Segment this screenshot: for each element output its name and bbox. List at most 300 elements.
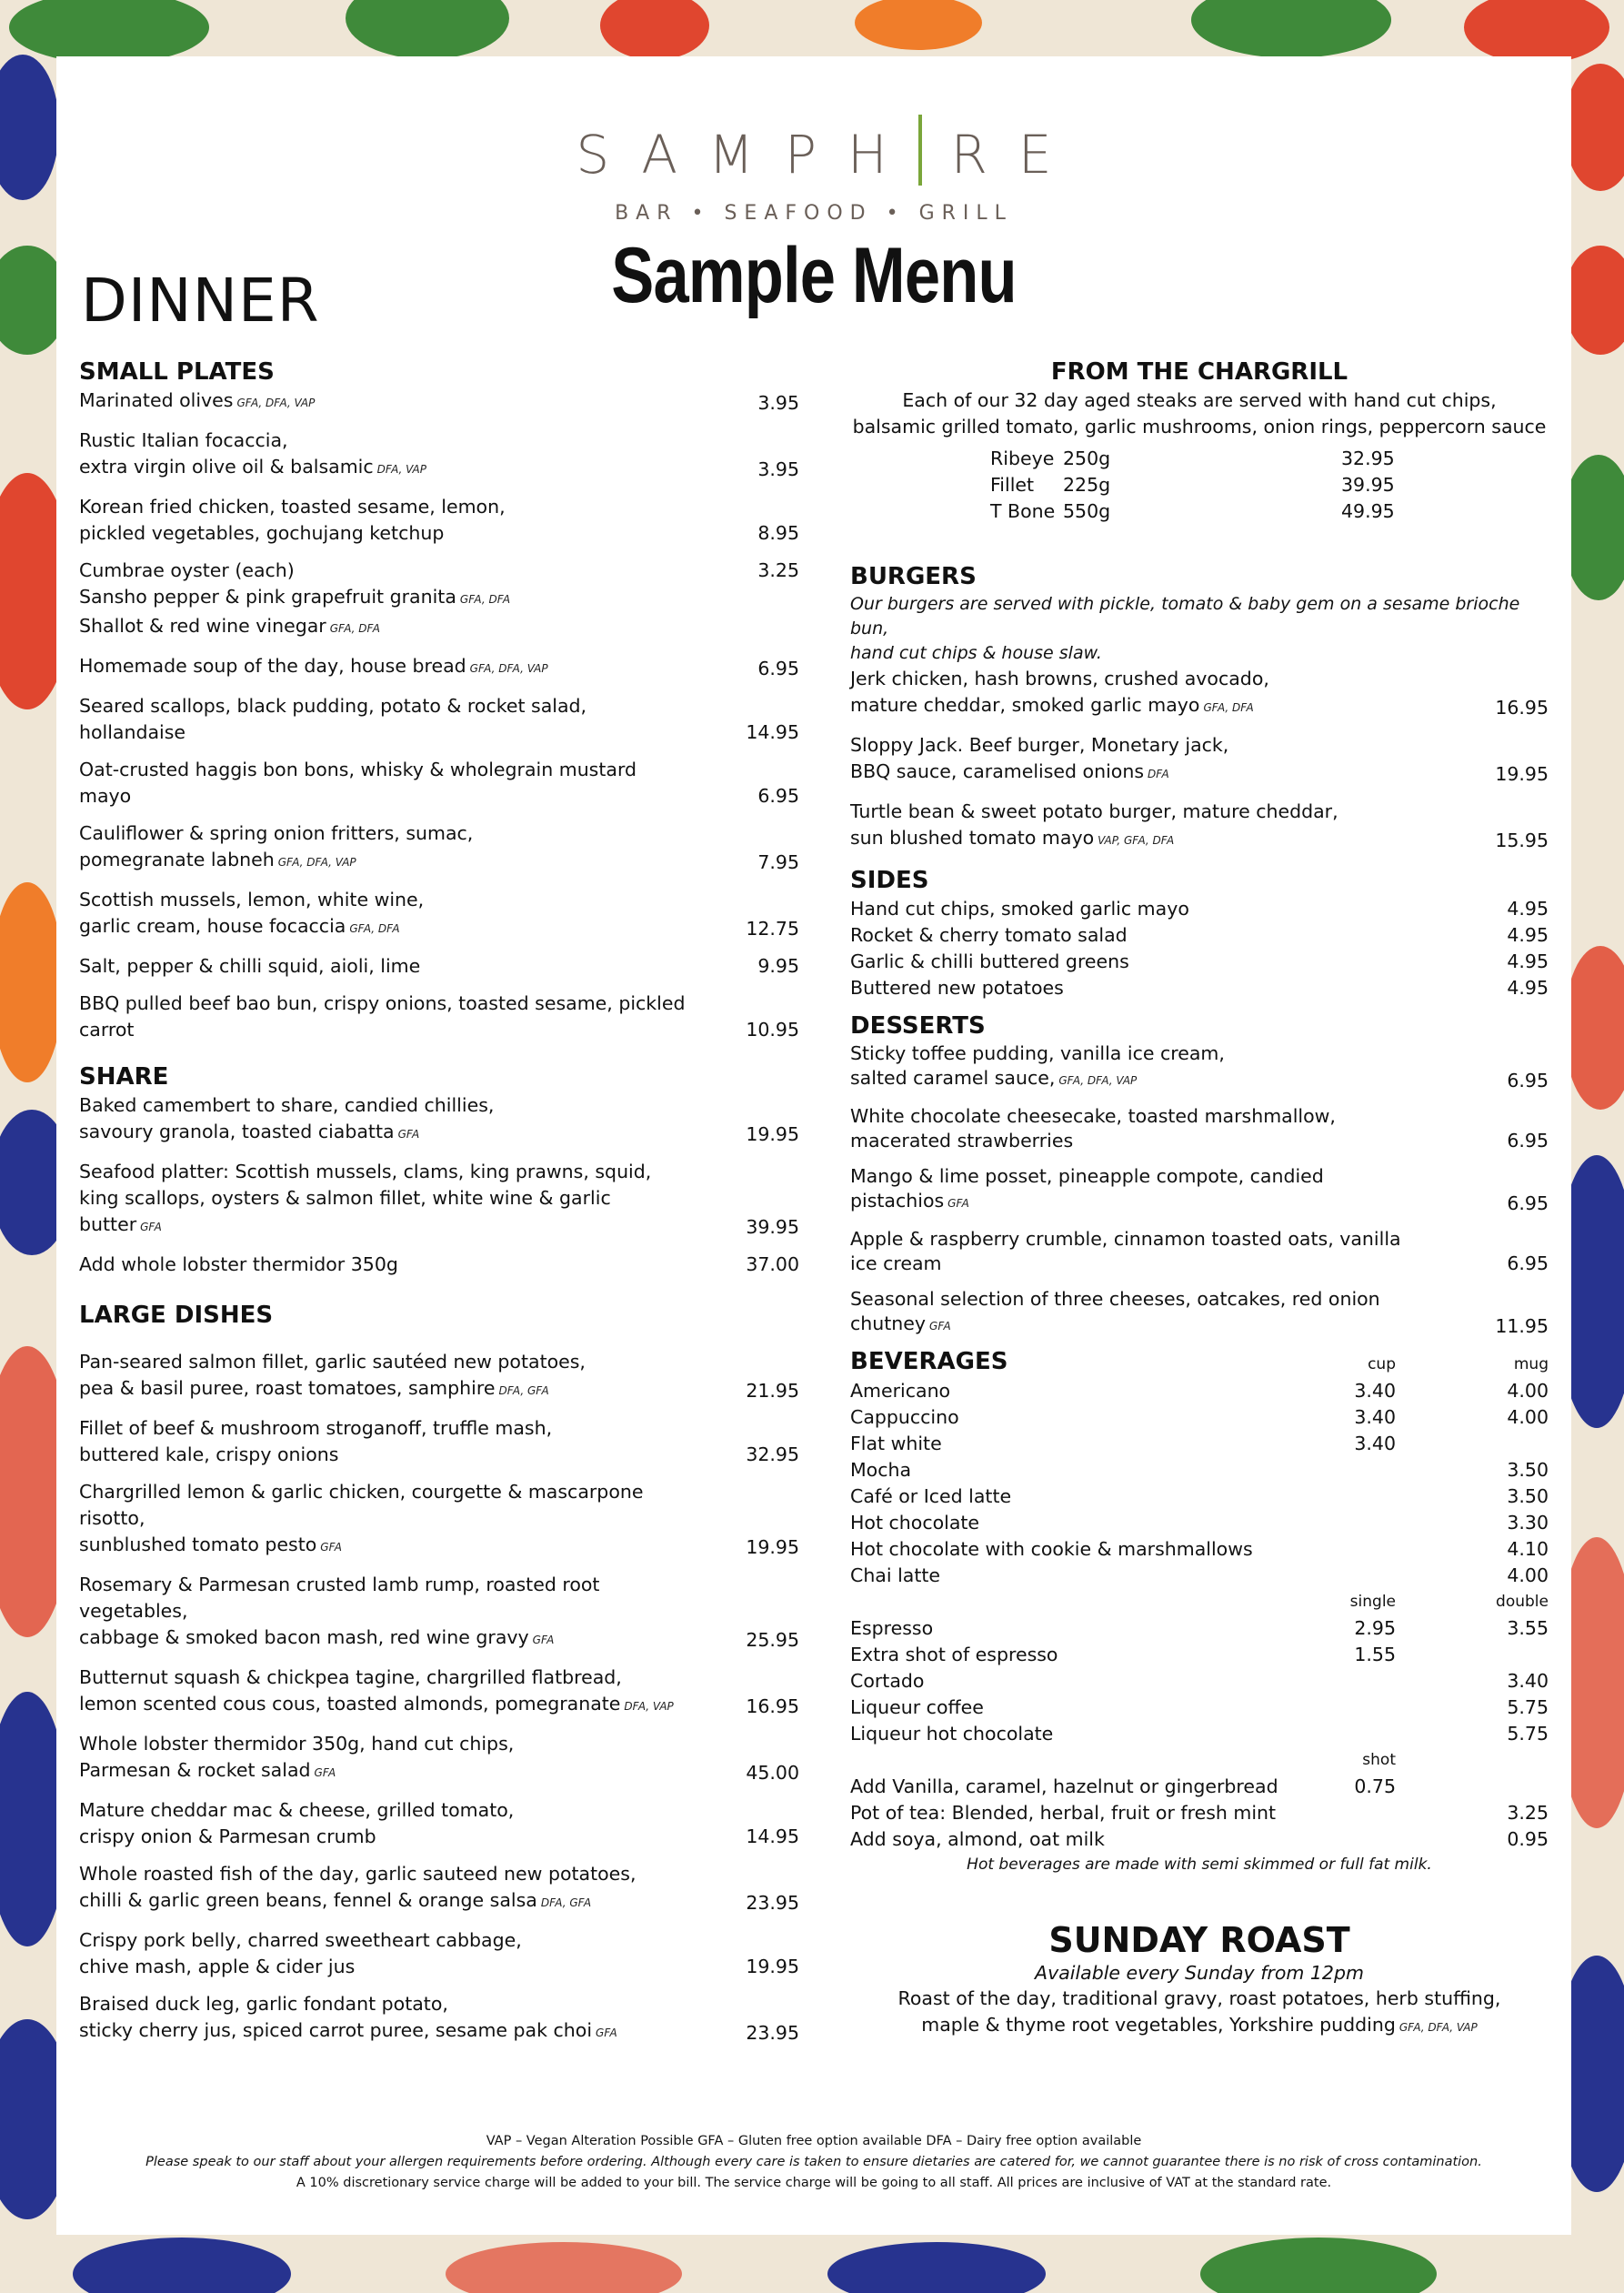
menu-item-text (79, 1252, 807, 1278)
dietary-tags: GFA, DFA, VAP (1398, 2021, 1478, 2034)
section-heading-sunday-roast: SUNDAY ROAST (1048, 1920, 1350, 1960)
beverage-price-2: 3.30 (1507, 1512, 1549, 1534)
menu-item-line: Crispy pork belly, charred sweetheart cabbage, (79, 1929, 522, 1951)
menu-item-text (850, 825, 1549, 854)
menu-item-text (79, 1415, 807, 1442)
sides-list (850, 896, 1549, 1001)
beverage-name: Mocha (850, 1459, 912, 1481)
menu-item-line: Mature cheddar mac & cheese, grilled tomato, (79, 1799, 515, 1821)
menu-item-text (79, 1185, 807, 1241)
menu-item (79, 1664, 807, 1720)
menu-item-text (79, 2017, 807, 2047)
steak-weight: 225g (1063, 474, 1111, 496)
menu-item-text (79, 1572, 807, 1624)
chargrill-list (850, 446, 1549, 525)
menu-item-line: Butternut squash & chickpea tagine, chargrilled flatbread, (79, 1666, 622, 1688)
menu-item-line: Marinated olives (79, 389, 234, 411)
steak-row (850, 472, 1549, 498)
menu-item-text (850, 666, 1549, 692)
beverage-name: Hot chocolate with cookie & marshmallows (850, 1538, 1253, 1560)
menu-item (850, 732, 1549, 788)
menu-item-text (79, 520, 807, 547)
menu-item-line: salted caramel sauce, (850, 1067, 1056, 1089)
sunday-roast-line-2 (850, 2012, 1549, 2041)
steak-price: 39.95 (1341, 474, 1395, 496)
beverage-price-2: 3.40 (1507, 1670, 1549, 1692)
menu-item-text (79, 558, 807, 584)
menu-item-line: Mango & lime posset, pineapple compote, candied pistachios (850, 1165, 1324, 1212)
beverages-group-3 (850, 1774, 1549, 1853)
menu-item-line: Parmesan & rocket salad (79, 1759, 311, 1781)
menu-item (850, 666, 1549, 721)
dietary-tags: GFA (596, 2026, 617, 2039)
menu-item-price: 14.95 (746, 721, 799, 743)
footer (56, 2131, 1571, 2194)
menu-item-line: Oat-crusted haggis bon bons, whisky & wholegrain mustard mayo (79, 759, 637, 807)
sunday-roast-section (850, 1919, 1549, 2041)
menu-item-line: Whole lobster thermidor 350g, hand cut chips, (79, 1733, 515, 1755)
menu-item-text (850, 1041, 1549, 1066)
menu-item-line: Seared scallops, black pudding, potato & rocket salad, hollandaise (79, 695, 587, 743)
beverage-price-2: 5.75 (1507, 1696, 1549, 1718)
menu-item-text (850, 732, 1549, 759)
dietary-tags: GFA, DFA (459, 593, 511, 606)
menu-item-price: 6.95 (1507, 1192, 1549, 1214)
beverage-item (850, 1431, 1549, 1457)
menu-item (79, 1731, 807, 1786)
menu-item-text (79, 1991, 807, 2017)
beverage-name: Café or Iced latte (850, 1485, 1012, 1507)
bev-col-double: double (1496, 1593, 1549, 1611)
beverage-price-1: 0.75 (1354, 1775, 1396, 1797)
right-column (850, 357, 1549, 2041)
beverage-price-1: 1.55 (1354, 1644, 1396, 1665)
bev-col-mug: mug (1513, 1355, 1549, 1373)
menu-item-line: Seafood platter: Scottish mussels, clams, king prawns, squid, (79, 1161, 652, 1182)
beverage-price-2: 5.75 (1507, 1723, 1549, 1745)
brand-name (56, 115, 1571, 186)
beverage-name: Liqueur coffee (850, 1696, 984, 1718)
steak-row (850, 446, 1549, 472)
menu-item-price: 19.95 (1495, 763, 1549, 785)
menu-item-price: 15.95 (1495, 830, 1549, 851)
side-item (850, 949, 1549, 975)
menu-item (79, 693, 807, 746)
menu-item-text (850, 692, 1549, 721)
menu-item-line: pomegranate labneh (79, 849, 275, 870)
beverage-name: Cappuccino (850, 1406, 959, 1428)
menu-item-text (79, 1824, 807, 1850)
menu-item (850, 1164, 1549, 1216)
menu-item-text (79, 494, 807, 520)
dietary-tags: GFA, DFA, VAP (277, 856, 356, 869)
menu-item (79, 820, 807, 876)
beverages-group-1 (850, 1378, 1549, 1589)
menu-item (79, 953, 807, 980)
menu-item (79, 558, 807, 642)
menu-item-price: 6.95 (757, 785, 799, 807)
burgers-note-1: Our burgers are served with pickle, tomato & baby gem on a sesame brioche bun, (850, 594, 1520, 639)
menu-item-line: Fillet of beef & mushroom stroganoff, truffle mash, (79, 1417, 553, 1439)
menu-item-line: sun blushed tomato mayo (850, 827, 1095, 849)
beverage-name: Chai latte (850, 1564, 941, 1586)
menu-item-line: Salt, pepper & chilli squid, aioli, lime (79, 955, 421, 977)
beverage-item (850, 1668, 1549, 1695)
menu-item-price: 11.95 (1495, 1315, 1549, 1337)
menu-item-price: 21.95 (746, 1380, 799, 1402)
menu-item (79, 1252, 807, 1278)
menu-item (79, 1927, 807, 1980)
menu-item-text (850, 1104, 1549, 1129)
dietary-tags: GFA, DFA, VAP (1058, 1074, 1138, 1087)
side-name: Hand cut chips, smoked garlic mayo (850, 898, 1189, 920)
menu-item-text (79, 1797, 807, 1824)
menu-item (850, 1041, 1549, 1093)
menu-item-price: 6.95 (1507, 1070, 1549, 1091)
menu-item-text (79, 1442, 807, 1468)
burgers-list (850, 666, 1549, 854)
dietary-tags: GFA, DFA, VAP (236, 397, 316, 409)
menu-item-line: pickled vegetables, gochujang ketchup (79, 522, 445, 544)
menu-item-text (79, 913, 807, 942)
beverage-price-2: 4.00 (1507, 1564, 1549, 1586)
menu-item-price: 25.95 (746, 1629, 799, 1651)
beverage-price-1: 3.40 (1354, 1406, 1396, 1428)
menu-item-text (79, 1532, 807, 1561)
menu-item-text (79, 991, 807, 1043)
menu-item-text (79, 1691, 807, 1720)
menu-item-line: king scallops, oysters & salmon fillet, white wine & garlic butter (79, 1187, 611, 1235)
menu-item-price: 12.75 (746, 918, 799, 940)
menu-item-line: mature cheddar, smoked garlic mayo (850, 694, 1200, 716)
menu-item (79, 1159, 807, 1241)
beverage-price-2: 0.95 (1507, 1828, 1549, 1850)
menu-item-price: 8.95 (757, 522, 799, 544)
menu-item-price: 9.95 (757, 955, 799, 977)
dietary-tags: GFA, DFA, VAP (469, 662, 548, 675)
steak-price: 32.95 (1341, 448, 1395, 469)
menu-item-line: Chargrilled lemon & garlic chicken, courgette & mascarpone risotto, (79, 1481, 644, 1529)
menu-item-line: Pan-seared salmon fillet, garlic sautéed new potatoes, (79, 1351, 586, 1373)
menu-item-line: Baked camembert to share, candied chillies, (79, 1094, 495, 1116)
menu-item-text (79, 887, 807, 913)
menu-item-price: 6.95 (757, 658, 799, 679)
menu-item-text (79, 1887, 807, 1916)
bev-col-single: single (1349, 1593, 1396, 1611)
side-item (850, 922, 1549, 949)
menu-item-text (79, 820, 807, 847)
beverage-name: Espresso (850, 1617, 934, 1639)
brand-accent-bar (918, 115, 922, 186)
left-column (79, 357, 807, 2057)
menu-item-line: chive mash, apple & cider jus (79, 1956, 356, 1977)
section-heading-share: SHARE (79, 1063, 169, 1091)
menu-item (79, 1797, 807, 1850)
beverage-item (850, 1695, 1549, 1721)
menu-item (850, 1104, 1549, 1153)
beverage-item (850, 1563, 1549, 1589)
dietary-tags: GFA (947, 1197, 969, 1210)
section-heading-large-dishes: LARGE DISHES (79, 1302, 274, 1329)
menu-item-text (79, 847, 807, 876)
menu-item-text (79, 1861, 807, 1887)
dietary-tags: GFA (314, 1766, 336, 1779)
beverage-name: Americano (850, 1380, 951, 1402)
beverage-name: Add soya, almond, oat milk (850, 1828, 1105, 1850)
menu-item-text (79, 1479, 807, 1532)
menu-item (79, 494, 807, 547)
menu-item (79, 653, 807, 682)
menu-item-line: Cumbrae oyster (each) (79, 559, 295, 581)
menu-item-price: 39.95 (746, 1216, 799, 1238)
beverage-price-1: 3.40 (1354, 1433, 1396, 1454)
menu-item-price: 23.95 (746, 1892, 799, 1914)
menu-item-line: Rustic Italian focaccia, (79, 429, 288, 451)
menu-item (79, 1572, 807, 1654)
menu-item-line: Jerk chicken, hash browns, crushed avocado, (850, 668, 1269, 689)
menu-item-text (79, 653, 807, 682)
beverage-name: Extra shot of espresso (850, 1644, 1058, 1665)
menu-item-line: Apple & raspberry crumble, cinnamon toasted oats, vanilla ice cream (850, 1228, 1401, 1274)
bev-col-cup: cup (1368, 1355, 1396, 1373)
burgers-note-2: hand cut chips & house slaw. (850, 643, 1102, 663)
beverage-item (850, 1457, 1549, 1483)
menu-item-price: 6.95 (1507, 1130, 1549, 1152)
menu-item-price: 16.95 (1495, 697, 1549, 719)
menu-item-line: chilli & garlic green beans, fennel & orange salsa (79, 1889, 537, 1911)
beverage-name: Cortado (850, 1670, 925, 1692)
dietary-tags: DFA, GFA (498, 1384, 549, 1397)
beverage-item (850, 1615, 1549, 1642)
beverage-item (850, 1404, 1549, 1431)
beverage-price-1: 3.40 (1354, 1380, 1396, 1402)
beverage-item (850, 1642, 1549, 1668)
menu-item-option (79, 613, 807, 642)
menu-item-price: 3.95 (757, 458, 799, 480)
menu-item-price: 3.25 (757, 559, 799, 581)
large-dishes-list (79, 1349, 807, 2047)
menu-type-heading: DINNER (81, 266, 320, 336)
side-item (850, 896, 1549, 922)
beverage-item (850, 1721, 1549, 1747)
dietary-legend: VAP – Vegan Alteration Possible GFA – Gluten free option available DFA – Dairy free option available (486, 2134, 1142, 2148)
side-name: Rocket & cherry tomato salad (850, 924, 1128, 946)
menu-item (79, 427, 807, 483)
menu-item-text (79, 1159, 807, 1185)
menu-item-line: extra virgin olive oil & balsamic (79, 456, 374, 478)
section-heading-small-plates: SMALL PLATES (79, 358, 275, 386)
menu-item-line: Scottish mussels, lemon, white wine, (79, 889, 425, 910)
menu-item-text (79, 387, 807, 417)
menu-item-price: 14.95 (746, 1825, 799, 1847)
section-heading-burgers: BURGERS (850, 563, 977, 590)
steak-weight: 250g (1063, 448, 1111, 469)
beverage-price-2: 3.25 (1507, 1802, 1549, 1824)
menu-item-text (79, 693, 807, 746)
menu-item-line: lemon scented cous cous, toasted almonds, pomegranate (79, 1693, 621, 1715)
menu-item-text (850, 799, 1549, 825)
menu-item-text (79, 1757, 807, 1786)
dietary-tags: GFA (397, 1128, 420, 1141)
menu-item (79, 1991, 807, 2047)
menu-item-price: 37.00 (746, 1253, 799, 1275)
menu-item-line: sunblushed tomato pesto (79, 1534, 317, 1555)
menu-item (79, 1479, 807, 1561)
menu-item-line: pea & basil puree, roast tomatoes, samphire (79, 1377, 496, 1399)
menu-item-text (79, 1664, 807, 1691)
menu-item-line: BBQ sauce, caramelised onions (850, 760, 1144, 782)
dietary-tags: GFA, DFA (1203, 701, 1254, 714)
menu-item (79, 1415, 807, 1468)
menu-item-text (850, 1066, 1549, 1093)
dietary-tags: VAP, GFA, DFA (1098, 834, 1175, 847)
menu-item-price: 19.95 (746, 1536, 799, 1558)
menu-sheet (56, 56, 1571, 2235)
beverage-item (850, 1826, 1549, 1853)
sunday-roast-line-2-text: maple & thyme root vegetables, Yorkshire pudding (921, 2014, 1396, 2036)
beverage-name: Add Vanilla, caramel, hazelnut or gingerbread (850, 1775, 1278, 1797)
section-heading-beverages: BEVERAGES (850, 1348, 1008, 1375)
menu-item-line: cabbage & smoked bacon mash, red wine gravy (79, 1626, 529, 1648)
section-heading-desserts: DESSERTS (850, 1012, 986, 1040)
beverage-name: Hot chocolate (850, 1512, 980, 1534)
bev-col-shot: shot (1362, 1751, 1396, 1769)
menu-item (79, 1349, 807, 1404)
steak-weight: 550g (1063, 500, 1111, 522)
chargrill-description-2: balsamic grilled tomato, garlic mushrooms, onion rings, peppercorn sauce (852, 416, 1547, 437)
menu-item-line: garlic cream, house focaccia (79, 915, 346, 937)
menu-item-price: 7.95 (757, 851, 799, 873)
beverage-item (850, 1536, 1549, 1563)
menu-item (850, 799, 1549, 854)
beverages-group-2 (850, 1615, 1549, 1747)
brand-subtitle: BAR • SEAFOOD • GRILL (615, 202, 1013, 225)
steak-name: Ribeye (990, 448, 1055, 469)
page-title: Sample Menu (611, 232, 1017, 319)
menu-item-text (79, 1375, 807, 1404)
menu-item-line: Shallot & red wine vinegar (79, 615, 326, 637)
menu-item-line: BBQ pulled beef bao bun, crispy onions, toasted sesame, pickled carrot (79, 992, 686, 1041)
menu-item-line: Turtle bean & sweet potato burger, mature cheddar, (850, 800, 1338, 822)
share-list (79, 1092, 807, 1278)
menu-item-line: crispy onion & Parmesan crumb (79, 1825, 376, 1847)
brand-name-left: SAMPH (576, 124, 918, 186)
menu-item-price: 23.95 (746, 2022, 799, 2044)
menu-item-text (850, 1287, 1549, 1339)
beverage-item (850, 1800, 1549, 1826)
menu-item-text (850, 759, 1549, 788)
menu-item-line: savoury granola, toasted ciabatta (79, 1121, 395, 1142)
dietary-tags: GFA (320, 1541, 342, 1554)
brand-logo (56, 115, 1571, 225)
menu-item-price: 6.95 (1507, 1252, 1549, 1274)
menu-item-text (79, 953, 807, 980)
menu-item-text (79, 454, 807, 483)
steak-name: T Bone (990, 500, 1056, 522)
menu-item-line: sticky cherry jus, spiced carrot puree, sesame pak choi (79, 2019, 593, 2041)
menu-item-line: Sansho pepper & pink grapefruit granita (79, 586, 456, 608)
desserts-list (850, 1041, 1549, 1339)
menu-item-line: buttered kale, crispy onions (79, 1443, 339, 1465)
menu-item (850, 1287, 1549, 1339)
beverage-price-1: 2.95 (1354, 1617, 1396, 1639)
menu-item-price: 19.95 (746, 1956, 799, 1977)
menu-item-line: White chocolate cheesecake, toasted marshmallow, (850, 1105, 1336, 1127)
side-price: 4.95 (1507, 950, 1549, 972)
menu-item (850, 1227, 1549, 1276)
menu-item-line: Korean fried chicken, toasted sesame, lemon, (79, 496, 506, 518)
dietary-tags: DFA, VAP (376, 463, 426, 476)
menu-item (79, 991, 807, 1043)
menu-item (79, 1092, 807, 1148)
beverage-price-2: 4.00 (1507, 1406, 1549, 1428)
beverage-item (850, 1483, 1549, 1510)
menu-item-line: Seasonal selection of three cheeses, oatcakes, red onion chutney (850, 1288, 1380, 1334)
menu-item-text (79, 1349, 807, 1375)
section-heading-sides: SIDES (850, 867, 929, 894)
dietary-tags: GFA, DFA (349, 922, 400, 935)
menu-item-text (850, 1227, 1549, 1276)
steak-name: Fillet (990, 474, 1035, 496)
beverage-name: Pot of tea: Blended, herbal, fruit or fresh mint (850, 1802, 1277, 1824)
menu-item-line: Add whole lobster thermidor 350g (79, 1253, 398, 1275)
menu-item (79, 1861, 807, 1916)
menu-item-text (79, 1624, 807, 1654)
side-name: Garlic & chilli buttered greens (850, 950, 1129, 972)
menu-item-price: 32.95 (746, 1443, 799, 1465)
menu-item-price: 10.95 (746, 1019, 799, 1041)
section-heading-chargrill: FROM THE CHARGRILL (1050, 358, 1348, 386)
menu-item-line: Homemade soup of the day, house bread (79, 655, 466, 677)
menu-item-text (79, 1927, 807, 1954)
beverage-price-2: 3.50 (1507, 1485, 1549, 1507)
menu-item-text (79, 757, 807, 810)
menu-item-text (79, 427, 807, 454)
menu-item-price: 3.95 (757, 392, 799, 414)
menu-item-text (850, 1164, 1549, 1216)
beverage-item (850, 1510, 1549, 1536)
dietary-tags: DFA, VAP (624, 1700, 674, 1713)
beverages-note: Hot beverages are made with semi skimmed or full fat milk. (967, 1856, 1432, 1874)
menu-item (79, 757, 807, 810)
menu-item-text (79, 1092, 807, 1119)
menu-item-option (79, 584, 807, 613)
menu-item-text (79, 1119, 807, 1148)
small-plates-list (79, 387, 807, 1043)
menu-item-text (79, 1731, 807, 1757)
beverage-price-2: 3.50 (1507, 1459, 1549, 1481)
side-price: 4.95 (1507, 898, 1549, 920)
menu-item (79, 387, 807, 417)
beverage-name: Liqueur hot chocolate (850, 1723, 1054, 1745)
beverage-item (850, 1378, 1549, 1404)
steak-row (850, 498, 1549, 525)
dietary-tags: DFA, GFA (540, 1896, 592, 1909)
menu-item-line: macerated strawberries (850, 1130, 1074, 1152)
menu-item-price: 19.95 (746, 1123, 799, 1145)
side-item (850, 975, 1549, 1001)
service-charge-note: A 10% discretionary service charge will be added to your bill. The service charge will be going to all staff. All prices are inclusive of VAT at the standard rate. (296, 2176, 1332, 2190)
sunday-roast-line-1: Roast of the day, traditional gravy, roast potatoes, herb stuffing, (897, 1987, 1501, 2009)
menu-item-line: Rosemary & Parmesan crusted lamb rump, roasted root vegetables, (79, 1574, 600, 1622)
menu-item-line: Whole roasted fish of the day, garlic sauteed new potatoes, (79, 1863, 637, 1885)
menu-item (79, 887, 807, 942)
beverage-item (850, 1774, 1549, 1800)
beverage-price-2: 4.10 (1507, 1538, 1549, 1560)
dietary-tags: DFA (1148, 768, 1169, 780)
dietary-tags: GFA (532, 1634, 555, 1646)
chargrill-description-1: Each of our 32 day aged steaks are served with hand cut chips, (902, 389, 1497, 411)
